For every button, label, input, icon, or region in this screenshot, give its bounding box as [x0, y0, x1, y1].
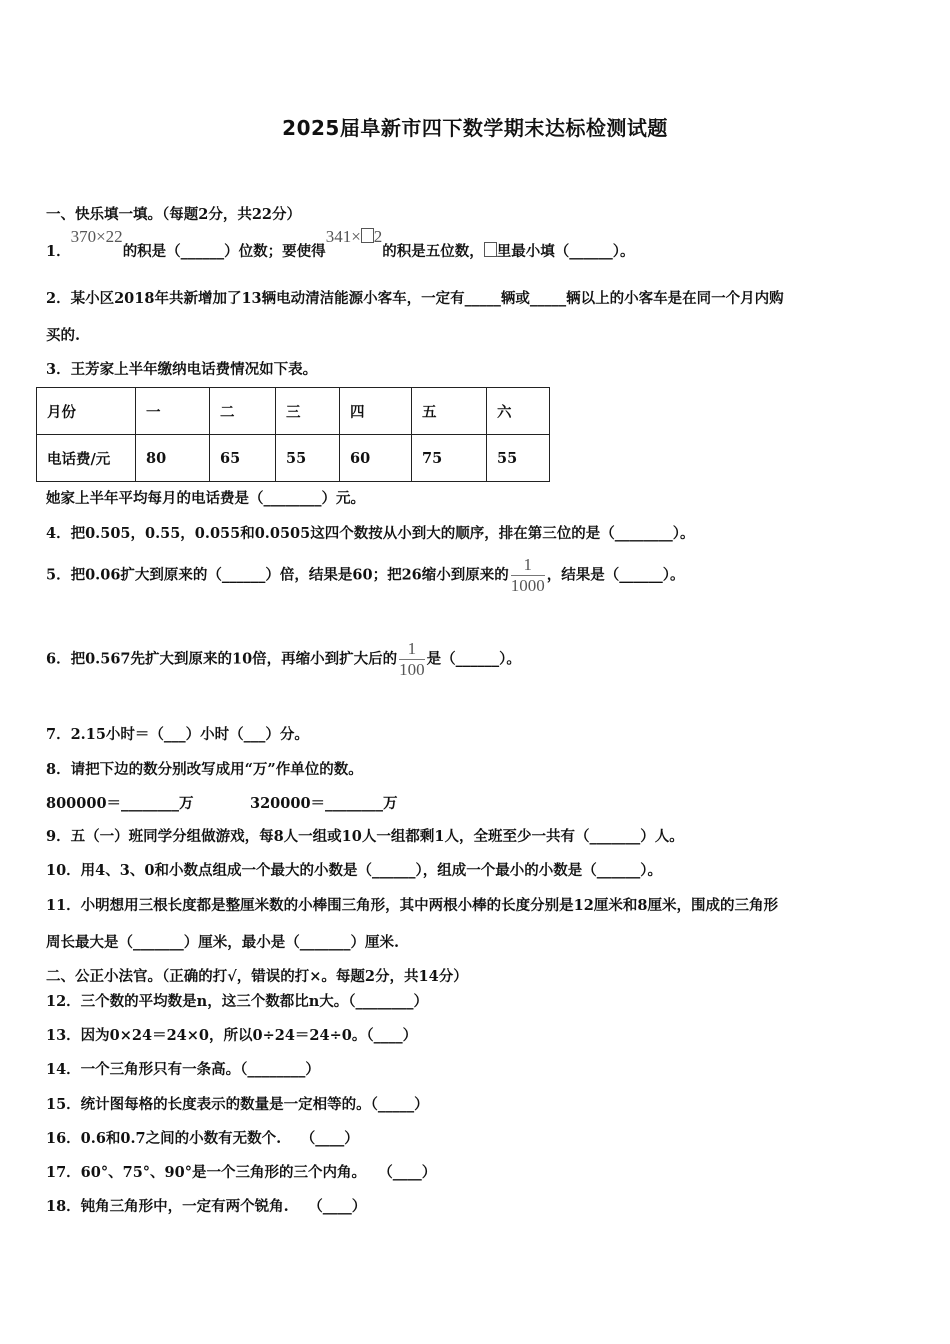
- table-cell: 65: [210, 435, 276, 482]
- question-7: 7．2.15小时＝（___）小时（___）分。: [46, 726, 309, 743]
- q1-expression-2: 341× 2: [325, 227, 383, 246]
- question-5: 5．把0.06扩大到原来的（______）倍，结果是60；把26缩小到原来的 $\frac{1}{1000}$ ，结果是（______）。: [46, 555, 685, 595]
- question-3-answer: 她家上半年平均每月的电话费是（________）元。: [46, 490, 365, 507]
- question-13: 13．因为0×24＝24×0，所以0÷24＝24÷0。（____）: [46, 1027, 418, 1044]
- question-2-line-1: 2．某小区2018年共新增加了13辆电动清洁能源小客车，一定有_____辆或_____辆以上的小客车是在同一个月内购: [46, 290, 784, 307]
- q1-expression-1: 370×22: [70, 227, 123, 246]
- table-cell: 电话费/元: [37, 435, 136, 482]
- table-cell: 四: [340, 388, 412, 435]
- table-row: [37, 435, 550, 482]
- question-4: 4．把0.505，0.55，0.055和0.0505这四个数按从小到大的顺序，排在第三位的是（________）。: [46, 525, 695, 542]
- question-14: 14．一个三角形只有一条高。（________）: [46, 1061, 320, 1078]
- question-8: 8．请把下边的数分别改写成用“万”作单位的数。: [46, 761, 363, 778]
- question-10: 10．用4、3、0和小数点组成一个最大的小数是（______），组成一个最小的小数是（______）。: [46, 862, 662, 879]
- question-16: 16．0.6和0.7之间的小数有无数个. （____）: [46, 1130, 359, 1147]
- table-cell: 80: [136, 435, 210, 482]
- fraction-1-1000: $\frac{1}{1000}$: [510, 555, 545, 595]
- question-8-part-b: 320000＝________万: [250, 795, 398, 812]
- table-cell: 六: [487, 388, 550, 435]
- table-cell: 三: [276, 388, 340, 435]
- q1-suffix: 的积是五位数，: [382, 243, 484, 260]
- table-header-row: [37, 388, 550, 435]
- question-11-line-2: 周长最大是（_______）厘米，最小是（_______）厘米.: [46, 934, 400, 951]
- q1-number: 1．: [46, 243, 71, 260]
- table-cell: 75: [412, 435, 487, 482]
- page-title: 2025届阜新市四下数学期末达标检测试题: [282, 116, 668, 140]
- section-heading-1: 一、快乐填一填。（每题2分，共22分）: [46, 206, 302, 223]
- phone-fee-table: [36, 387, 550, 482]
- question-8-part-a: 800000＝________万: [46, 795, 194, 812]
- question-1: [46, 227, 635, 261]
- q1-box-note: 里最小填（______）。: [496, 243, 635, 260]
- table-cell: 五: [412, 388, 487, 435]
- question-6: 6．把0.567先扩大到原来的10倍，再缩小到扩大后的 $\frac{1}{100}$ 是（______）。: [46, 639, 521, 679]
- table-cell: 月份: [37, 388, 136, 435]
- question-17: 17．60°、75°、90°是一个三角形的三个内角。 （____）: [46, 1164, 437, 1181]
- table-cell: 55: [276, 435, 340, 482]
- question-15: 15．统计图每格的长度表示的数量是一定相等的。（_____）: [46, 1096, 429, 1113]
- section-heading-2: 二、公正小法官。（正确的打√，错误的打×。每题2分，共14分）: [46, 968, 468, 985]
- question-2-line-2: 买的.: [46, 327, 81, 344]
- blank-box-icon: [361, 228, 374, 243]
- question-18: 18．钝角三角形中，一定有两个锐角. （____）: [46, 1198, 367, 1215]
- table-cell: 二: [210, 388, 276, 435]
- question-9: 9．五（一）班同学分组做游戏，每8人一组或10人一组都剩1人，全班至少一共有（_______）人。: [46, 828, 684, 845]
- fraction-1-100: $\frac{1}{100}$: [399, 639, 425, 679]
- question-12: 12．三个数的平均数是n，这三个数都比n大。（________）: [46, 993, 429, 1010]
- table-cell: 一: [136, 388, 210, 435]
- question-3: 3．王芳家上半年缴纳电话费情况如下表。: [46, 361, 318, 378]
- table-cell: 60: [340, 435, 412, 482]
- table-cell: 55: [487, 435, 550, 482]
- question-11-line-1: 11．小明想用三根长度都是整厘米数的小棒围三角形，其中两根小棒的长度分别是12厘米和8厘米，围成的三角形: [46, 897, 778, 914]
- q1-middle-text: 的积是（______）位数；要使得: [122, 243, 326, 260]
- blank-box-icon: [484, 242, 497, 257]
